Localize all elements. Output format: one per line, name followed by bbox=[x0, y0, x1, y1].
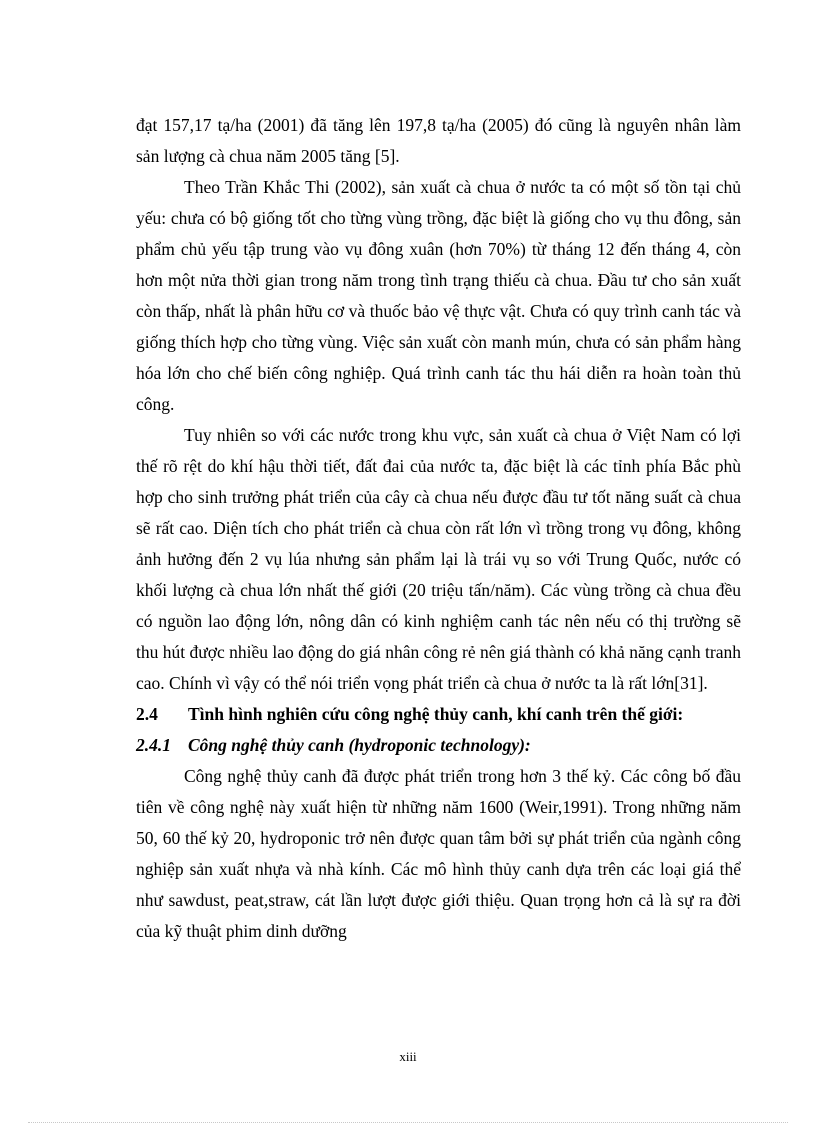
paragraph-4: Công nghệ thủy canh đã được phát triển trong hơn 3 thế kỷ. Các công bố đầu tiên về công nghệ này xuất hiện từ những năm 1600 (Weir,1991). Trong những năm 50, 60 thế kỷ 20, hydroponic trở nên được quan tâm bởi sự phát triển của ngành công nghiệp sản xuất nhựa và nhà kính. Các mô hình thủy canh dựa trên các loại giá thể như sawdust, peat,straw, cát lần lượt được giới thiệu. Quan trọng hơn cả là sự ra đời của kỹ thuật phim dinh dưỡng bbox=[136, 766, 741, 941]
body-text bbox=[136, 110, 741, 947]
paragraph-2: Theo Trần Khắc Thi (2002), sản xuất cà chua ở nước ta có một số tồn tại chủ yếu: chưa có bộ giống tốt cho từng vùng trồng, đặc biệt là giống cho vụ thu đông, sản phẩm chủ yếu tập trung vào vụ đông xuân (hơn 70%) từ tháng 12 đến tháng 4, còn hơn một nửa thời gian trong năm trong tình trạng thiếu cà chua. Đầu tư cho sản xuất còn thấp, nhất là phân hữu cơ và thuốc bảo vệ thực vật. Chưa có quy trình canh tác và giống thích hợp cho từng vùng. Việc sản xuất còn manh mún, chưa có sản phẩm hàng hóa lớn cho chế biến công nghiệp. Quá trình canh tác thu hái diễn ra hoàn toàn thủ công. bbox=[136, 177, 741, 414]
paragraph-3: Tuy nhiên so với các nước trong khu vực, sản xuất cà chua ở Việt Nam có lợi thế rõ rệt do khí hậu thời tiết, đất đai của nước ta, đặc biệt là các tỉnh phía Bắc phù hợp cho sinh trưởng phát triển của cây cà chua nếu được đầu tư tốt năng suất cà chua sẽ rất cao. Diện tích cho phát triển cà chua còn rất lớn vì trồng trong vụ đông, không ảnh hưởng đến 2 vụ lúa nhưng sản phẩm lại là trái vụ so với Trung Quốc, nước có khối lượng cà chua lớn nhất thế giới (20 triệu tấn/năm). Các vùng trồng cà chua đều có nguồn lao động lớn, nông dân có kinh nghiệm canh tác nên nếu có thị trường sẽ thu hút được nhiều lao động do giá nhân công rẻ nên giá thành có khả năng cạnh tranh cao. Chính vì vậy có thể nói triển vọng phát triển cà chua ở nước ta là rất lớn[31]. bbox=[136, 425, 741, 693]
section-number: 2.4 bbox=[136, 704, 158, 724]
paragraph-1: đạt 157,17 tạ/ha (2001) đã tăng lên 197,8 tạ/ha (2005) đó cũng là nguyên nhân làm sản lượng cà chua năm 2005 tăng [5]. bbox=[136, 115, 741, 166]
page-number: xiii bbox=[399, 1049, 417, 1064]
subsection-heading bbox=[136, 730, 741, 761]
subsection-title: Công nghệ thủy canh (hydroponic technology): bbox=[188, 735, 531, 755]
subsection-number: 2.4.1 bbox=[136, 735, 171, 755]
section-heading bbox=[136, 699, 741, 730]
section-title: Tình hình nghiên cứu công nghệ thủy canh, khí canh trên thế giới: bbox=[188, 704, 684, 724]
